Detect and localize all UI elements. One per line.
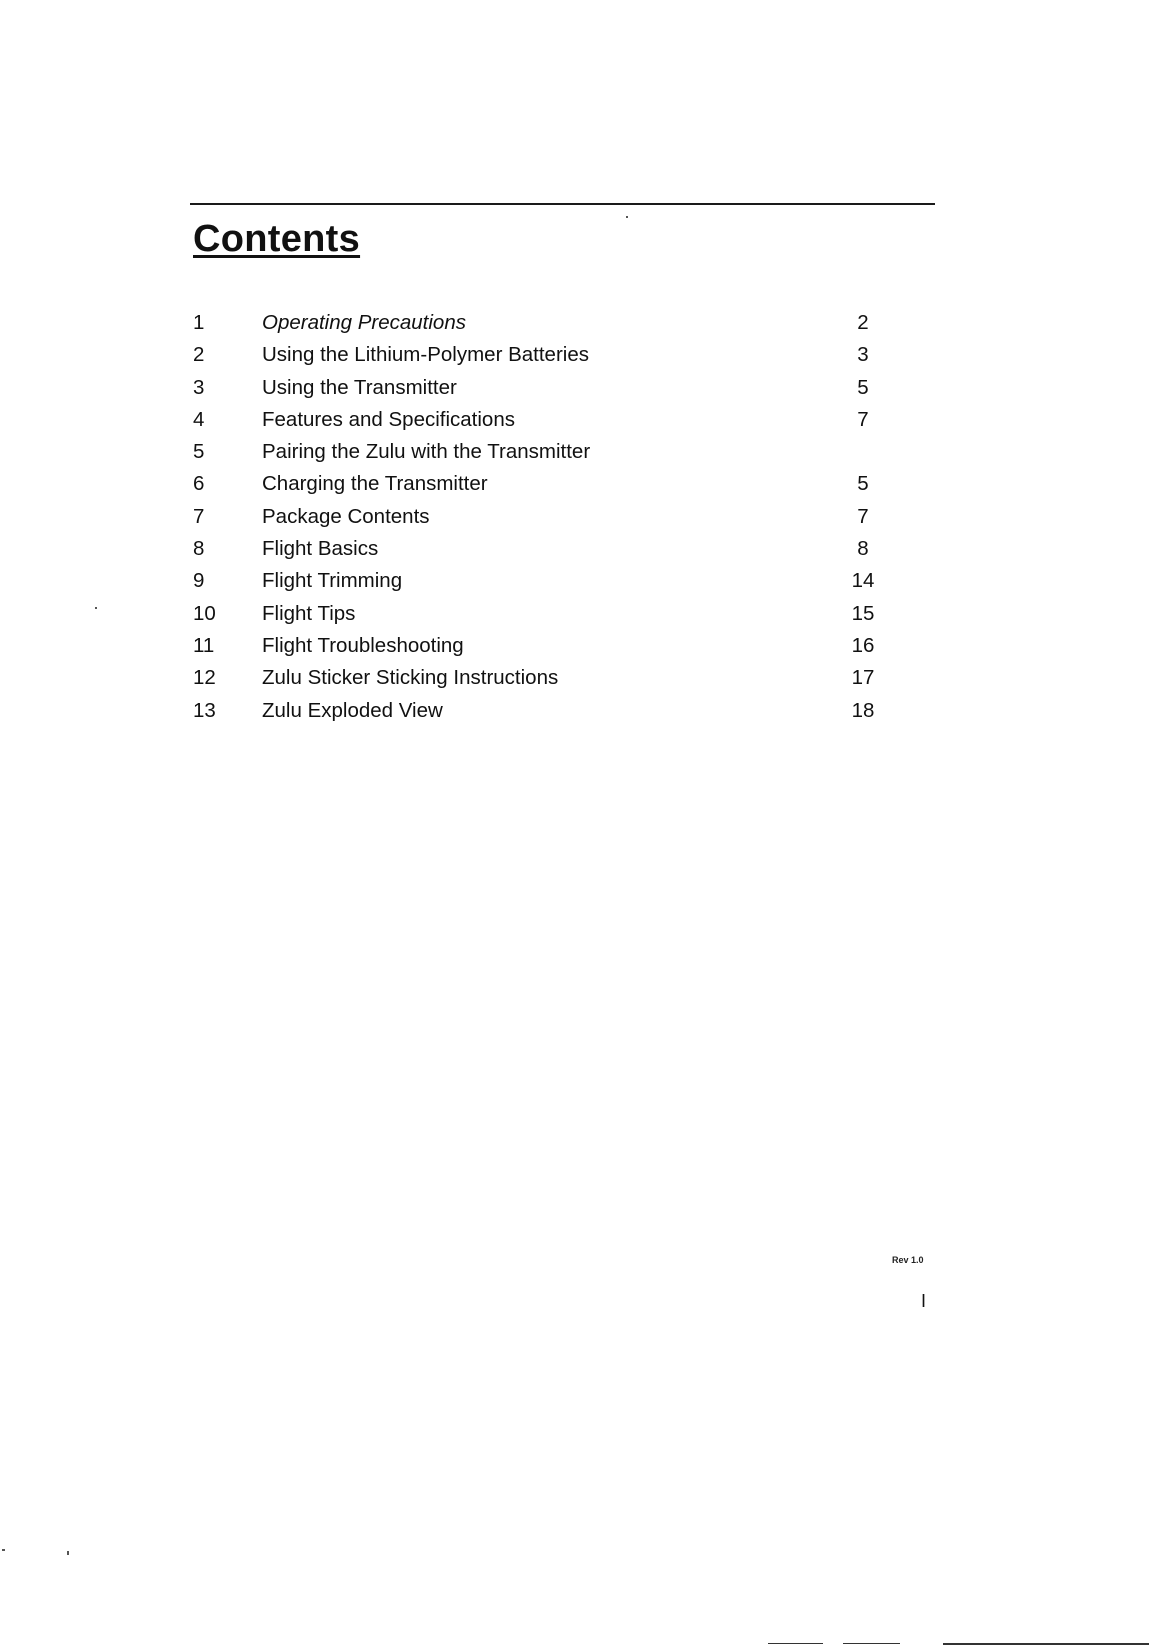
toc-entry-title: Flight Trimming (262, 569, 403, 593)
toc-entry-number: 6 (193, 472, 205, 496)
toc-entry-page: 7 (857, 407, 869, 431)
page-number: I (921, 1291, 927, 1311)
toc-entry-page: 15 (851, 601, 875, 625)
scan-speck (67, 1551, 69, 1555)
toc-entry-number: 9 (193, 569, 205, 593)
page-title: Contents (193, 218, 361, 260)
toc-entry-title: Zulu Sticker Sticking Instructions (262, 666, 559, 690)
toc-entry-number: 11 (193, 633, 215, 657)
bottom-edge-rule (843, 1643, 900, 1644)
toc-entry-title: Using the Lithium-Polymer Batteries (262, 343, 589, 367)
toc-entry-page: 16 (851, 633, 875, 657)
toc-entry[interactable] (193, 565, 893, 597)
toc-entry-page: 8 (857, 537, 869, 561)
toc-entry-page: 18 (851, 698, 875, 722)
toc-entry-title: Flight Tips (262, 601, 356, 625)
toc-entry[interactable] (193, 436, 893, 468)
toc-entry[interactable] (193, 404, 893, 436)
toc-entry-number: 2 (193, 343, 205, 367)
header-rule (190, 203, 935, 205)
toc-entry-title: Charging the Transmitter (262, 472, 488, 496)
toc-entry-title: Operating Precautions (262, 311, 466, 334)
toc-entry[interactable] (193, 630, 893, 662)
toc-entry[interactable] (193, 307, 893, 339)
toc-entry[interactable] (193, 662, 893, 694)
table-of-contents (193, 307, 893, 727)
toc-entry[interactable] (193, 533, 893, 565)
toc-entry[interactable] (193, 372, 893, 404)
bottom-edge-rule (943, 1643, 1149, 1645)
scan-speck (95, 607, 97, 609)
toc-entry-number: 13 (193, 698, 216, 722)
toc-entry-page: 5 (857, 375, 869, 399)
toc-entry[interactable] (193, 695, 893, 727)
toc-entry-number: 4 (193, 407, 205, 431)
toc-entry-title: Using the Transmitter (262, 375, 457, 399)
toc-entry-title: Pairing the Zulu with the Transmitter (262, 440, 591, 464)
toc-entry-title: Package Contents (262, 504, 430, 528)
bottom-edge-rule (768, 1643, 823, 1644)
scan-speck (2, 1549, 5, 1551)
toc-entry-number: 10 (193, 601, 216, 625)
toc-entry-title: Flight Basics (262, 537, 379, 561)
toc-entry-number: 8 (193, 537, 205, 561)
toc-entry-page: 17 (851, 666, 875, 690)
toc-entry[interactable] (193, 501, 893, 533)
toc-entry-title: Zulu Exploded View (262, 698, 443, 722)
toc-entry-number: 3 (193, 375, 205, 399)
toc-entry-number: 1 (193, 311, 205, 334)
toc-entry-title: Flight Troubleshooting (262, 633, 464, 657)
revision-label: Rev 1.0 (892, 1255, 924, 1265)
toc-entry-number: 5 (193, 440, 205, 464)
toc-entry-title: Features and Specifications (262, 407, 515, 431)
toc-entry-page: 14 (851, 569, 875, 593)
toc-entry-page: 2 (857, 311, 869, 334)
toc-entry-number: 7 (193, 504, 205, 528)
toc-entry[interactable] (193, 598, 893, 630)
toc-entry-number: 12 (193, 666, 216, 690)
toc-entry-page: 5 (857, 472, 869, 496)
toc-entry[interactable] (193, 339, 893, 371)
toc-entry-page: 3 (857, 343, 869, 367)
toc-entry-page: 7 (857, 504, 869, 528)
toc-entry[interactable] (193, 468, 893, 500)
scan-speck (626, 216, 628, 218)
